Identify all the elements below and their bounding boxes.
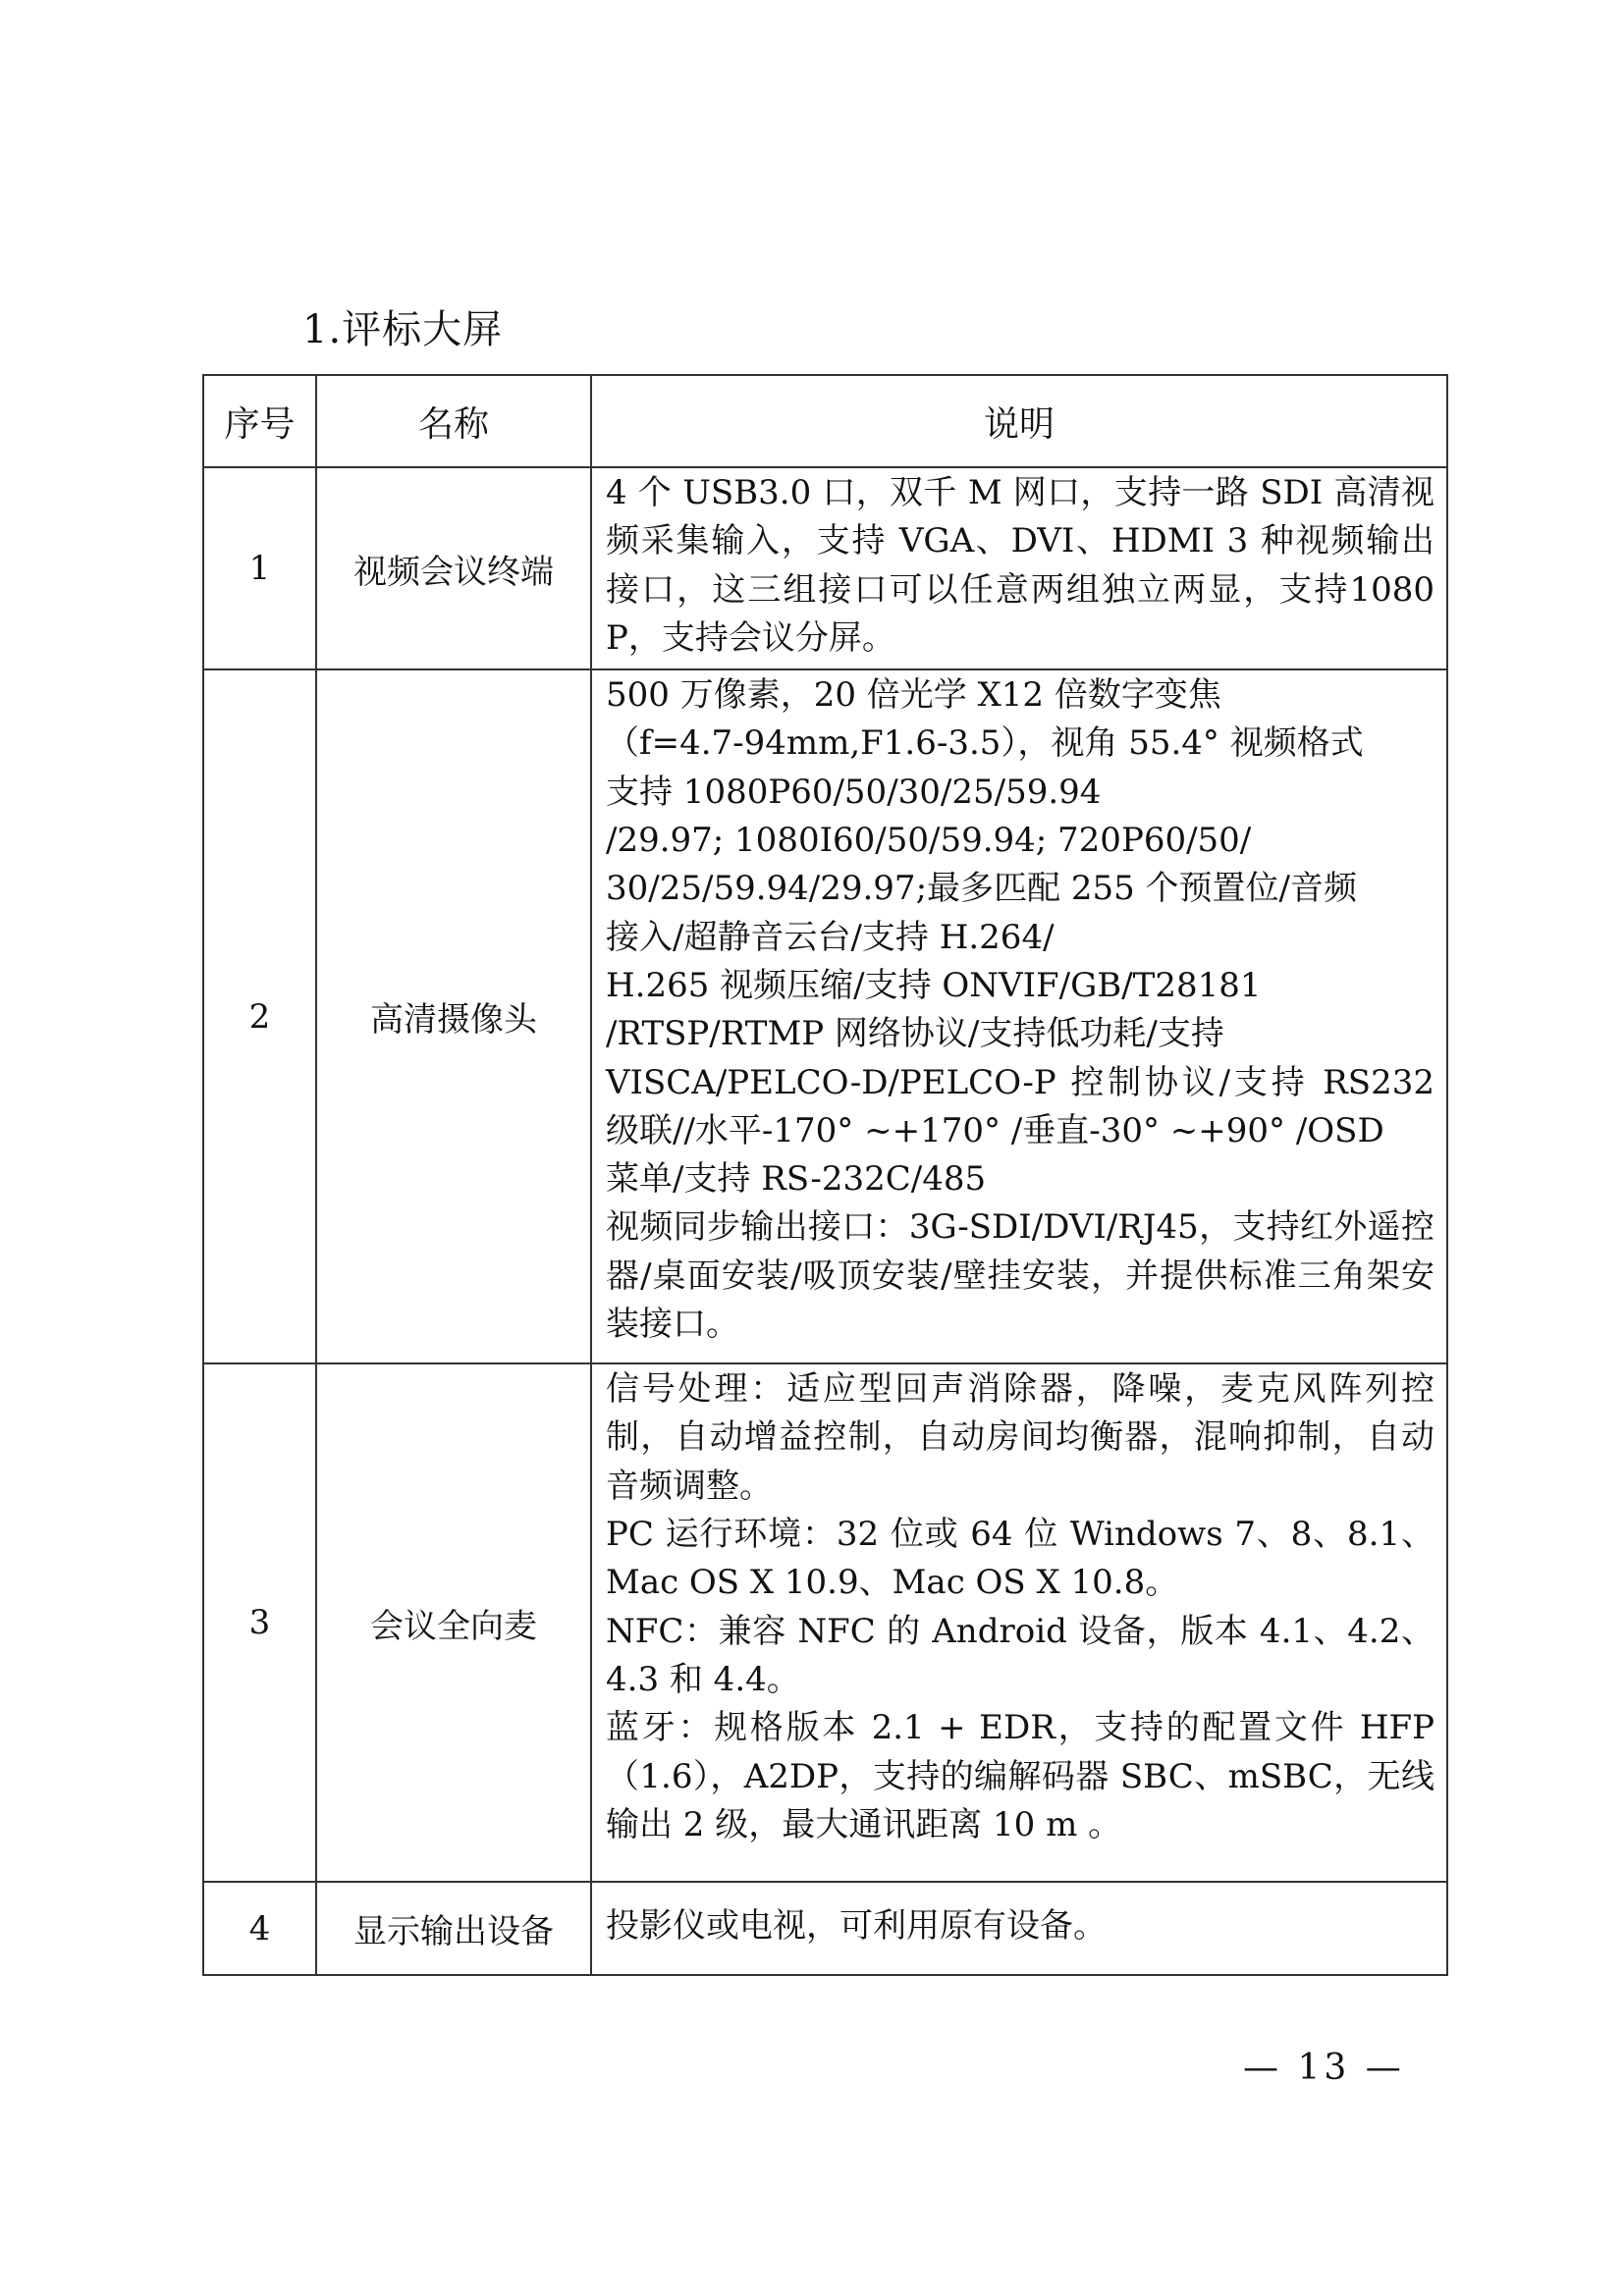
description-line: NFC：兼容 NFC 的 Android 设备，版本 4.1、4.2、4.3 和 4.4。 [606, 1611, 1435, 1699]
row-description [591, 467, 1447, 669]
description-line: （f=4.7-94mm,F1.6-3.5），视角 55.4° 视频格式 [606, 723, 1364, 764]
description-line: 信号处理：适应型回声消除器，降噪，麦克风阵列控制，自动增益控制，自动房间均衡器，混响抑制，自动音频调整。 [606, 1369, 1435, 1506]
row-description [591, 1363, 1447, 1882]
row-name: 显示输出设备 [316, 1882, 591, 1975]
description-line: VISCA/PELCO-D/PELCO-P 控制协议/支持 RS232 级联//水平-170° ~+170° /垂直-30° ~+90° /OSD [606, 1062, 1435, 1150]
row-description [591, 1882, 1447, 1975]
row-index: 1 [203, 467, 316, 669]
row-name: 视频会议终端 [316, 467, 591, 669]
row-name: 会议全向麦 [316, 1363, 591, 1882]
section-title: 1.评标大屏 [302, 307, 504, 352]
row-name: 高清摄像头 [316, 669, 591, 1363]
table-row [203, 467, 1447, 669]
description-line: 30/25/59.94/29.97;最多匹配 255 个预置位/音频 [606, 869, 1357, 909]
description-line: PC 运行环境：32 位或 64 位 Windows 7、8、8.1、Mac OS X 10.9、Mac OS X 10.8。 [606, 1515, 1435, 1603]
table-row [203, 1363, 1447, 1882]
description-line: 投影仪或电视，可利用原有设备。 [606, 1905, 1107, 1946]
column-header-description: 说明 [591, 375, 1447, 467]
description-line: H.265 视频压缩/支持 ONVIF/GB/T28181 [606, 965, 1262, 1005]
description-line: 4 个 USB3.0 口，双千 M 网口，支持一路 SDI 高清视频采集输入，支持 VGA、DVI、HDMI 3 种视频输出接口，这三组接口可以任意两组独立两显，支持1080P，支持会议分屏。 [606, 473, 1435, 658]
table-header-row [203, 375, 1447, 467]
description-line: 菜单/支持 RS-232C/485 [606, 1159, 987, 1200]
description-line: 蓝牙：规格版本 2.1 + EDR，支持的配置文件 HFP（1.6），A2DP，支持的编解码器 SBC、mSBC，无线输出 2 级，最大通讯距离 10 m 。 [606, 1708, 1435, 1844]
table-row [203, 1882, 1447, 1975]
description-line: 接入/超静音云台/支持 H.264/ [606, 917, 1055, 957]
row-index: 2 [203, 669, 316, 1363]
description-line: /RTSP/RTMP 网络协议/支持低功耗/支持 [606, 1014, 1224, 1054]
row-index: 3 [203, 1363, 316, 1882]
description-line: 视频同步输出接口：3G-SDI/DVI/RJ45，支持红外遥控器/桌面安装/吸顶安装/壁挂安装，并提供标准三角架安装接口。 [606, 1207, 1435, 1345]
equipment-spec-table [202, 374, 1448, 1976]
row-index: 4 [203, 1882, 316, 1975]
description-line: 支持 1080P60/50/30/25/59.94 [606, 772, 1102, 812]
column-header-index: 序号 [203, 375, 316, 467]
description-line: 500 万像素，20 倍光学 X12 倍数字变焦 [606, 675, 1221, 716]
description-line: /29.97; 1080I60/50/59.94; 720P60/50/ [606, 821, 1252, 861]
column-header-name: 名称 [316, 375, 591, 467]
row-description [591, 669, 1447, 1363]
page-number: — 13 — [1243, 2048, 1405, 2088]
table-row [203, 669, 1447, 1363]
